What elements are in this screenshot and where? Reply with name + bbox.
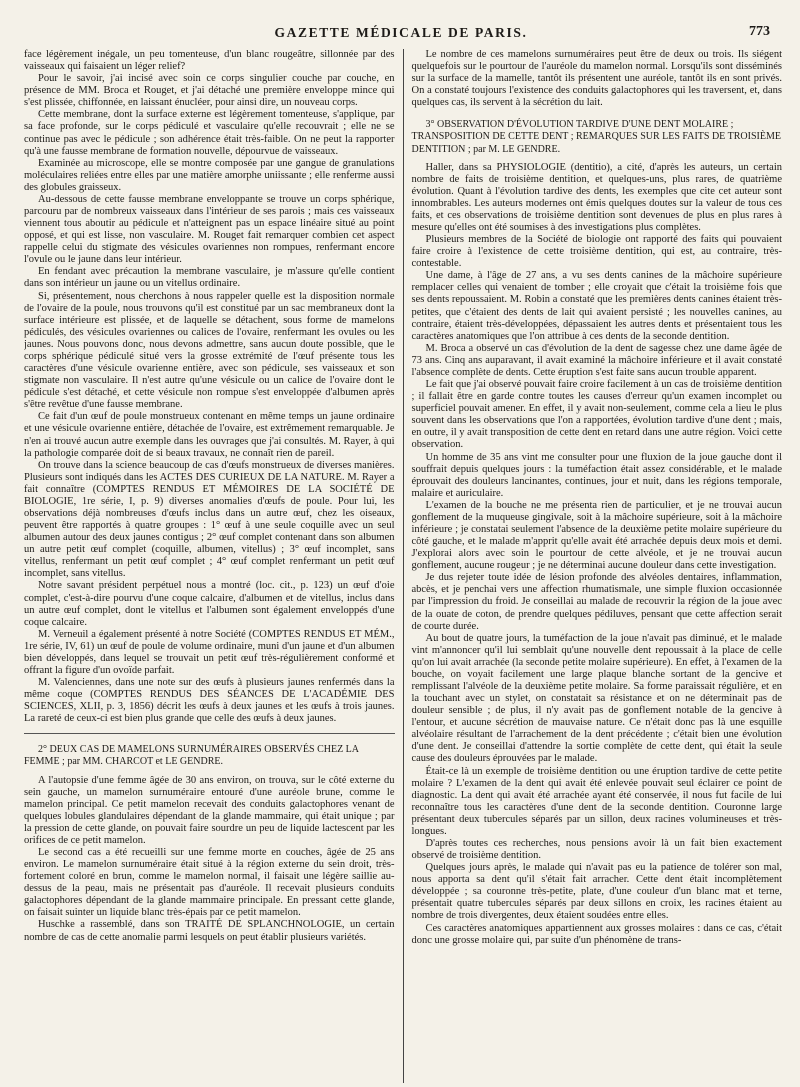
paragraph: On trouve dans la science beaucoup de cas d'œufs monstrueux de diverses manières. Plusieurs sont indiqués dans les ACTES DES CURIEUX DE LA NATURE. M. Rayer a fait connaître (COMPTES RENDUS ET MÉMOIRES DE LA SOCIÉTÉ DE BIOLOGIE, 1re série, I, p. 9) diverses anomalies d'œufs de poule. Pour lui, les observations déjà nombreuses d'œufs inclus dans un autre œuf, chez les oiseaux, peuvent être rapportés à quatre groupes : 1° œuf à une seule coquille avec un seul albumen autour des deux jaunes contigus ; 2° œuf complet contenant dans son albumen un autre petit œuf complet (coquille, albumen, vitellus) ; 3° œuf incomplet, sans vitellus, renfermant un petit œuf complet ; 4° œuf complet renfermant un petit œuf incomplet, sans vitellus. <box>24 459 395 580</box>
section-heading: 2° DEUX CAS DE MAMELONS SURNUMÉRAIRES OBSERVÉS CHEZ LA FEMME ; par MM. CHARCOT et LE GENDRE. <box>24 744 359 768</box>
paragraph: Notre savant président perpétuel nous a montré (loc. cit., p. 123) un œuf d'oie complet, c'est-à-dire pourvu d'une coque calcaire, d'albumen et de vitellus, inclus dans un autre œuf complet, dont le vitellus et l'albumen sont également enveloppés d'une coque calcaire. <box>24 580 395 628</box>
left-column <box>24 49 401 1083</box>
paragraph: Cette membrane, dont la surface externe est légèrement tomenteuse, s'applique, par sa face profonde, sur le corps pédiculé et vasculaire qu'elle recouvrait ; elle ne se continue pas avec le pédicule ; son adhérence était très-faible. On ne peut la rapporter qu'à une fausse membrane de formation nouvelle, dépourvue de vaisseaux. <box>24 109 395 157</box>
paragraph: Un homme de 35 ans vint me consulter pour une fluxion de la joue gauche dont il souffrait depuis quelques jours : la tuméfaction était assez considérable, et le malade éprouvait des douleurs lancinantes, continues, jour et nuit, dans les régions temporale, malaire et auriculaire. <box>411 451 782 499</box>
paragraph: Le second cas a été recueilli sur une femme morte en couches, âgée de 25 ans environ. Le mamelon surnuméraire était situé à la région externe du sein droit, très-fortement coloré en brun, comme le mamelon normal, il faisait une légère saillie au-dessus de la peau, mais ne présentait pas d'auréole. Il recevait plusieurs conduits galactophores dépendant de la glande mammaire principale. En pressant cette glande, on faisait suinter un liquide blanc très-épais par ce petit mamelon. <box>24 847 395 919</box>
paragraph: A l'autopsie d'une femme âgée de 30 ans environ, on trouva, sur le côté externe du sein gauche, un mamelon surnuméraire entouré d'une auréole brune, comme le mamelon principal. Ce petit mamelon recevait des conduits galactophores venant de quelques lobules glandulaires dépendant de la glande mammaire, qui était unique ; par la pression de cette glande, on pouvait faire sourdre un peu de liquide lactescent par les orifices de ce petit mamelon. <box>24 774 395 846</box>
paragraph: Haller, dans sa PHYSIOLOGIE (dentitio), a cité, d'après les auteurs, un certain nombre de faits de troisième dentition, et quelques-uns, plus rares, de quatrième évolution. Quant à l'évolution tardive des dents, les exemples que cite cet auteur sont innombrables. Les auteurs modernes ont émis quelques doutes sur la valeur de tous ces faits, et ces observations de troisième dentition sont devenues de plus en plus rares à mesure qu'elles ont été soumises à des investigations plus complètes. <box>411 161 782 234</box>
paragraph: Le nombre de ces mamelons surnuméraires peut être de deux ou trois. Ils siégent quelquefois sur le pourtour de l'auréole du mamelon normal. Lorsqu'ils sont disséminés sur la surface de la mamelle, tantôt ils présentent une auréole, tantôt ils en sont privés. On a constaté toujours l'existence des conduits galactophores qui les traversent, et, dans quelques cas, ils servent à la sécrétion du lait. <box>411 49 782 109</box>
paragraph: Au bout de quatre jours, la tuméfaction de la joue n'avait pas diminué, et le malade vint m'annoncer qu'il lui semblait qu'une nouvelle dent repoussait à la place de celle qu'on lui avait arrachée (la seconde petite molaire supérieure). En effet, à l'examen de la bouche, on voyait facilement une large plaque blanche sortant de la gencive et remplissant l'alvéole de la deuxième petite molaire. Sa forme paraissait régulière, et en la touchant avec un stylet, on constatait sa résistance et on ne déterminait pas de douleur sensible ; de plus, il n'y avait pas de gonflement notable de la gencive à l'entour, et aucune sécrétion de mauvaise nature. Ce n'était donc pas là une esquille alvéolaire résultant de l'arrachement de la dent précédente ; c'était bien une évolution d'une dent. Je conseillai d'attendre la sortie complète de cette dent, qui était la seule cause des douleurs éprouvées par le malade. <box>411 632 782 765</box>
paragraph: Quelques jours après, le malade qui n'avait pas eu la patience de tolérer son mal, nous apporta sa dent qu'il s'était fait arracher. Cette dent était incomplètement développée ; sa couronne très-petite, plate, d'une couleur d'un blanc mat et terne, présentait quatre tubercules séparés par deux sillons en croix, les racines étaient au nombre de trois divergentes, deux étaient soudées entre elles. <box>411 862 782 922</box>
page-number: 773 <box>749 24 770 39</box>
paragraph: Huschke a rassemblé, dans son TRAITÉ DE SPLANCHNOLOGIE, un certain nombre de cas de cette anomalie parmi lesquels on peut établir plusieurs variétés. <box>24 919 395 943</box>
paragraph: M. Broca a observé un cas d'évolution de la dent de sagesse chez une dame âgée de 73 ans. Cinq ans auparavant, il avait examiné la mâchoire inférieure et il avait constaté l'absence complète de dents. Cette éruption s'est faite sans aucun trouble apparent. <box>411 342 782 378</box>
section-heading: 3° OBSERVATION D'ÉVOLUTION TARDIVE D'UNE DENT MOLAIRE ; TRANSPOSITION DE CETTE DENT ; REMARQUES SUR LES FAITS DE TROISIÈME DENTITION ; par M. LE GENDRE. <box>411 119 781 155</box>
paragraph: Examinée au microscope, elle se montre composée par une gangue de granulations moléculaires reliées entre elles par une matière amorphe uniissante ; elle renferme aussi des globules graisseux. <box>24 157 395 193</box>
paragraph: D'après toutes ces recherches, nous pensions avoir là un fait bien exactement observé de troisième dentition. <box>411 838 782 862</box>
paragraph: M. Valenciennes, dans une note sur des œufs à plusieurs jaunes renfermés dans la même coque (COMPTES RENDUS DES SÉANCES DE L'ACADÉMIE DES SCIENCES, XLII, p. 3, 1856) décrit les œufs à deux jaunes et les œufs à trois jaunes. La rareté de ceux-ci est bien plus grande que celle des œufs à deux jaunes. <box>24 677 395 725</box>
paragraph: Si, présentement, nous cherchons à nous rappeler quelle est la disposition normale de l'ovaire de la poule, nous trouvons qu'il est constitué par un sac membraneux dont la surface intérieure est plissée, et de laquelle se détachent, sous forme de mamelons pédiculés, des vésicules ovariennes ou calices de l'ovaire, renfermant les ovules ou les jaunes. Nous pouvons donc, nous devons admettre, sans aucun doute possible, que le corps sphérique pédiculé situé vers la grosse extrémité de l'œuf présente tous les caractères d'une vésicule ovarienne entière, avec son pédicule, ses vaisseaux et son stigmate non vasculaire. Il n'est autre qu'une vésicule ou un calice de l'ovaire dont le pédicule s'est détaché, et cette vésicule non rompue s'est enveloppée d'albumen après s'être revêtue d'une fausse membrane. <box>24 290 395 411</box>
paragraph: Plusieurs membres de la Société de biologie ont rapporté des faits qui pouvaient faire croire à l'existence de cette troisième dentition, qui est, au contraire, très-contestable. <box>411 234 782 270</box>
paragraph: Je dus rejeter toute idée de lésion profonde des alvéoles dentaires, inflammation, abcès, et je penchai vers une affection rhumatismale, une simple fluxion occasionnée par l'impression du froid. Je conseillai au malade de recouvrir la région de la joue avec de la ouate de coton, de prendre quelques pédiluves, pensant que cette affection serait de courte durée. <box>411 572 782 632</box>
paragraph: Au-dessous de cette fausse membrane enveloppante se trouve un corps sphérique, parcouru par de nombreux vaisseaux dans l'intérieur de ses parois ; mais ces vaisseaux viennent tous aboutir au pédicule et n'atteignent pas un espace linéaire situé au point opposé, et qui est lisse, non vasculaire. M. Rouget fait remarquer combien cet aspect rappelle celui du stigmate des vésicules ovariennes non rompues, renfermant encore l'ovule ou le jaune dans leur intérieur. <box>24 193 395 266</box>
paragraph: En fendant avec précaution la membrane vasculaire, je m'assure qu'elle contient dans son intérieur un jaune ou un vitellus ordinaire. <box>24 266 395 290</box>
paragraph: Était-ce là un exemple de troisième dentition ou une éruption tardive de cette petite molaire ? L'examen de la dent qui avait été enlevée pouvait seul éclairer ce point de diagnostic. La dent qui avait été arrachée ayant été conservée, il nous fut facile de lui reconnaître tous les caractères d'une dent de la seconde dentition. Couronne large présentant deux tubercules séparés par un sillon, deux racines volumineuses et très-longues. <box>411 765 782 837</box>
paragraph: face légèrement inégale, un peu tomenteuse, d'un blanc rougeâtre, sillonnée par des vaisseaux qui faisaient un léger relief? <box>24 49 395 73</box>
right-column <box>405 49 782 1083</box>
page-header <box>24 0 778 40</box>
column-rule <box>403 49 404 1083</box>
paragraph: Ce fait d'un œuf de poule monstrueux contenant en même temps un jaune ordinaire et une vésicule ovarienne entière, détachée de l'ovaire, est extrêmement remarquable. Je n'en ai trouvé aucun autre exemple dans les ouvrages que j'ai consultés. M. Rayer, à qui la pathologie comparée doit de si beaux travaux, ne connaît rien de pareil. <box>24 411 395 459</box>
paragraph: Le fait que j'ai observé pouvait faire croire facilement à un cas de troisième dentition ; il fallait être en garde contre toutes les causes d'erreur qu'un examen incomplet ou superficiel pouvait amener. En effet, il y avait non-seulement, comme cela a lieu le plus souvent dans les observations que l'on a rapportées, évolution tardive d'une dent ; mais, en outre, il y avait transposition de cette dent en retard dans une autre région. Voici cette observation. <box>411 379 782 451</box>
paragraph: M. Verneuil a également présenté à notre Société (COMPTES RENDUS ET MÉM., 1re série, IV, 61) un œuf de poule de volume ordinaire, muni d'un jaune et d'un albumen bien développés, dans lequel se trouvait un petit œuf très-régulièrement conformé et offrant la figure d'un ovoïde parfait. <box>24 628 395 676</box>
text-columns <box>24 49 782 1083</box>
paragraph: Ces caractères anatomiques appartiennent aux grosses molaires : dans ce cas, c'était donc une grosse molaire qui, par suite d'un phénomène de trans- <box>411 922 782 946</box>
section-divider <box>24 733 395 734</box>
paragraph: Une dame, à l'âge de 27 ans, a vu ses dents canines de la mâchoire supérieure remplacer celles qui venaient de tomber ; elle croyait que c'était la troisième fois que ses dents repoussaient. M. Robin a constaté que les premières dents canines étaient très-petites, que c'étaient des dents de lait qui avaient persisté ; les nouvelles canines, au contraire, étaient très-développées, dépassaient les autres dents et présentaient tous les caractères anatomiques que l'on attribue à ces dents de la seconde dentition. <box>411 270 782 342</box>
paragraph: L'examen de la bouche ne me présenta rien de particulier, et je ne trouvai aucun gonflement de la muqueuse gingivale, soit à la mâchoire supérieure, soit à la mâchoire inférieure ; je constatai seulement l'absence de la deuxième petite molaire supérieure du côté gauche, et le malade m'apprit qu'elle avait été arrachée depuis deux mois et demi. J'explorai alors avec soin le pourtour de cette alvéole, et je ne trouvai aucun gonflement, aucune rougeur ; je ne déterminai aucune douleur dans cette investigation. <box>411 499 782 572</box>
paragraph: Pour le savoir, j'ai incisé avec soin ce corps singulier couche par couche, en présence de MM. Broca et Rouget, et j'ai détaché une première enveloppe mince qui s'est plissée, chiffonnée, en laissant énucléer, pour ainsi dire, un nouveau corps. <box>24 73 395 109</box>
journal-title: GAZETTE MÉDICALE DE PARIS. <box>274 25 528 40</box>
